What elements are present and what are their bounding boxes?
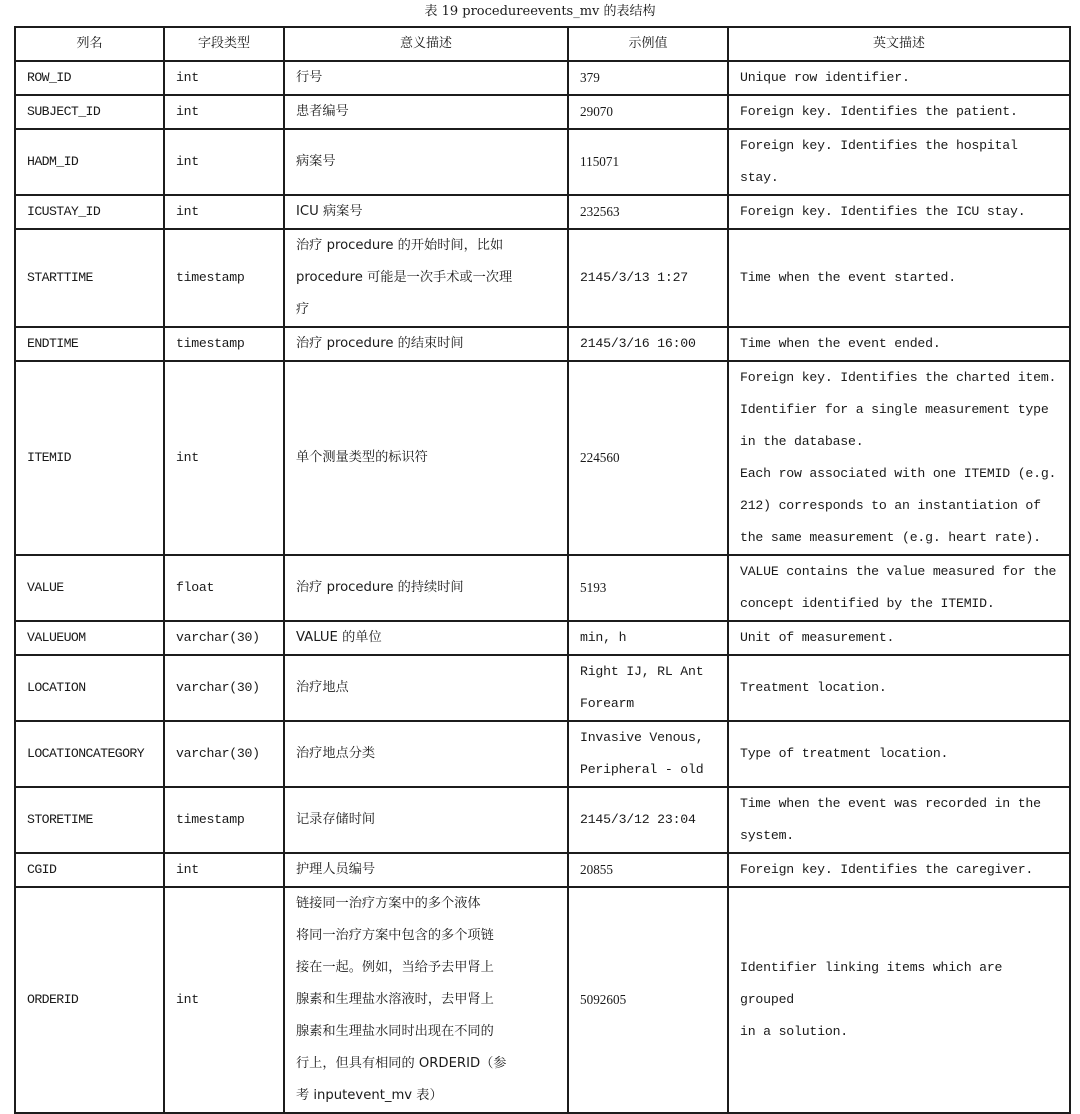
cell-description-en-line: Identifier linking items which are grouped [740, 960, 1003, 1007]
cell-field-type: timestamp [164, 787, 284, 853]
cell-description-zh-line: 腺素和生理盐水溶液时，去甲肾上 [296, 992, 494, 1007]
cell-description-zh-line: 治疗 procedure 的持续时间 [296, 580, 464, 595]
cell-field-type: int [164, 95, 284, 129]
cell-field-type: int [164, 853, 284, 887]
cell-description-zh-line: ICU 病案号 [296, 204, 363, 219]
cell-column-name: LOCATION [15, 655, 164, 721]
cell-column-name: SUBJECT_ID [15, 95, 164, 129]
cell-description-zh [284, 887, 568, 1113]
schema-table [14, 26, 1071, 1114]
cell-description-en [728, 195, 1070, 229]
cell-field-type: int [164, 361, 284, 555]
cell-example-value [568, 195, 728, 229]
cell-example-value [568, 61, 728, 95]
cell-description-en-line: in a solution. [740, 1024, 848, 1039]
cell-column-name: HADM_ID [15, 129, 164, 195]
cell-description-zh-line: 患者编号 [296, 104, 349, 119]
cell-example-value [568, 129, 728, 195]
cell-description-en [728, 621, 1070, 655]
cell-description-zh-line: 病案号 [296, 154, 336, 169]
cell-description-zh [284, 195, 568, 229]
cell-description-en [728, 361, 1070, 555]
cell-example-value [568, 361, 728, 555]
header-column-name: 列名 [15, 27, 164, 61]
cell-field-type: varchar(30) [164, 621, 284, 655]
cell-description-zh [284, 787, 568, 853]
cell-field-type: varchar(30) [164, 655, 284, 721]
cell-example-value-line: Invasive Venous, [580, 730, 704, 745]
cell-example-value-line: 379 [580, 70, 600, 85]
cell-description-zh-line: 单个测量类型的标识符 [296, 450, 428, 465]
table-row [15, 887, 1070, 1113]
cell-description-en-line: Time when the event started. [740, 270, 956, 285]
table-row [15, 721, 1070, 787]
cell-description-zh [284, 327, 568, 361]
header-description-en: 英文描述 [728, 27, 1070, 61]
cell-field-type: varchar(30) [164, 721, 284, 787]
cell-description-zh-line: VALUE 的单位 [296, 630, 382, 645]
cell-description-zh [284, 361, 568, 555]
cell-description-zh-line: 行号 [296, 70, 323, 85]
cell-description-zh-line: 考 inputevent_mv 表） [296, 1088, 443, 1103]
cell-field-type: timestamp [164, 327, 284, 361]
cell-description-en-line: Time when the event ended. [740, 336, 941, 351]
header-example-value: 示例值 [568, 27, 728, 61]
cell-example-value-line: Right IJ, RL Ant [580, 664, 704, 679]
cell-example-value-line: Forearm [580, 696, 634, 711]
cell-description-en-line: concept identified by the ITEMID. [740, 596, 995, 611]
cell-description-en-line: in the database. [740, 434, 864, 449]
cell-example-value [568, 621, 728, 655]
cell-example-value-line: 20855 [580, 862, 613, 877]
cell-field-type: int [164, 195, 284, 229]
cell-column-name: ICUSTAY_ID [15, 195, 164, 229]
cell-description-en-line: Unique row identifier. [740, 70, 910, 85]
cell-example-value-line: 5092605 [580, 992, 627, 1007]
cell-column-name: ENDTIME [15, 327, 164, 361]
cell-example-value [568, 555, 728, 621]
header-field-type: 字段类型 [164, 27, 284, 61]
cell-description-en-line: Type of treatment location. [740, 746, 949, 761]
cell-example-value-line: 2145/3/16 16:00 [580, 336, 696, 351]
cell-example-value-line: 224560 [580, 450, 620, 465]
cell-column-name: VALUEUOM [15, 621, 164, 655]
cell-field-type: int [164, 887, 284, 1113]
cell-description-en-line: Each row associated with one ITEMID (e.g. [740, 466, 1057, 481]
cell-description-zh-line: 护理人员编号 [296, 862, 376, 877]
cell-description-zh-line: 行上，但具有相同的 ORDERID（参 [296, 1056, 507, 1071]
table-row [15, 95, 1070, 129]
cell-description-zh [284, 129, 568, 195]
cell-example-value-line: min, h [580, 630, 627, 645]
cell-description-en [728, 655, 1070, 721]
cell-description-zh [284, 853, 568, 887]
table-body [15, 61, 1070, 1113]
cell-description-en-line: VALUE contains the value measured for the [740, 564, 1057, 579]
table-row [15, 129, 1070, 195]
table-row [15, 853, 1070, 887]
table-row [15, 195, 1070, 229]
cell-example-value-line: 2145/3/12 23:04 [580, 812, 696, 827]
cell-description-en [728, 787, 1070, 853]
cell-description-zh [284, 555, 568, 621]
cell-description-en-line: Foreign key. Identifies the caregiver. [740, 862, 1034, 877]
table-row [15, 555, 1070, 621]
cell-description-en [728, 555, 1070, 621]
cell-description-en-line: Foreign key. Identifies the patient. [740, 104, 1018, 119]
cell-example-value-line: 29070 [580, 104, 613, 119]
cell-description-en [728, 61, 1070, 95]
cell-column-name: ORDERID [15, 887, 164, 1113]
cell-description-zh [284, 721, 568, 787]
table-row [15, 361, 1070, 555]
cell-description-en [728, 887, 1070, 1113]
cell-column-name: LOCATIONCATEGORY [15, 721, 164, 787]
cell-description-zh-line: 链接同一治疗方案中的多个液体 [296, 896, 481, 911]
cell-description-en-line: Unit of measurement. [740, 630, 895, 645]
cell-description-en [728, 95, 1070, 129]
cell-example-value-line: 2145/3/13 1:27 [580, 270, 688, 285]
cell-description-zh-line: 疗 [296, 302, 310, 317]
header-row [15, 27, 1070, 61]
cell-description-en-line: Treatment location. [740, 680, 887, 695]
cell-example-value [568, 853, 728, 887]
cell-description-en [728, 853, 1070, 887]
cell-example-value-line: 115071 [580, 154, 620, 169]
cell-description-zh-line: 治疗地点分类 [296, 746, 376, 761]
table-row [15, 229, 1070, 327]
cell-description-zh [284, 655, 568, 721]
cell-example-value-line: 5193 [580, 580, 607, 595]
cell-example-value-line: 232563 [580, 204, 620, 219]
cell-field-type: int [164, 129, 284, 195]
cell-description-en [728, 721, 1070, 787]
cell-description-zh [284, 61, 568, 95]
cell-example-value [568, 655, 728, 721]
cell-description-en-line: Foreign key. Identifies the ICU stay. [740, 204, 1026, 219]
cell-example-value [568, 327, 728, 361]
cell-description-zh-line: 记录存储时间 [296, 812, 376, 827]
cell-description-en-line: the same measurement (e.g. heart rate). [740, 530, 1041, 545]
cell-example-value [568, 95, 728, 129]
cell-description-en-line: Identifier for a single measurement type [740, 402, 1049, 417]
cell-description-zh-line: 治疗地点 [296, 680, 349, 695]
cell-field-type: float [164, 555, 284, 621]
table-caption: 表 19 procedureevents_mv 的表结构 [424, 4, 656, 19]
cell-description-zh-line: 治疗 procedure 的开始时间，比如 [296, 238, 504, 253]
cell-column-name: ROW_ID [15, 61, 164, 95]
cell-description-zh-line: 接在一起。例如，当给予去甲肾上 [296, 960, 494, 975]
cell-description-en-line: Foreign key. Identifies the hospital stay. [740, 138, 1018, 185]
cell-description-en-line: 212) corresponds to an instantiation of [740, 498, 1041, 513]
cell-example-value-line: Peripheral - old [580, 762, 704, 777]
cell-column-name: CGID [15, 853, 164, 887]
cell-example-value [568, 721, 728, 787]
cell-column-name: STARTTIME [15, 229, 164, 327]
cell-description-zh-line: 腺素和生理盐水同时出现在不同的 [296, 1024, 494, 1039]
header-description-zh: 意义描述 [284, 27, 568, 61]
table-row [15, 621, 1070, 655]
cell-description-en [728, 229, 1070, 327]
cell-column-name: ITEMID [15, 361, 164, 555]
table-row [15, 61, 1070, 95]
table-row [15, 327, 1070, 361]
cell-description-zh-line: 治疗 procedure 的结束时间 [296, 336, 464, 351]
cell-description-en-line: Foreign key. Identifies the charted item. [740, 370, 1057, 385]
cell-column-name: STORETIME [15, 787, 164, 853]
cell-description-zh-line: 将同一治疗方案中包含的多个项链 [296, 928, 494, 943]
cell-description-en-line: Time when the event was recorded in the [740, 796, 1041, 811]
cell-field-type: int [164, 61, 284, 95]
table-row [15, 655, 1070, 721]
cell-description-en [728, 327, 1070, 361]
cell-field-type: timestamp [164, 229, 284, 327]
cell-example-value [568, 787, 728, 853]
cell-description-en [728, 129, 1070, 195]
cell-description-zh-line: procedure 可能是一次手术或一次理 [296, 270, 513, 285]
cell-description-en-line: system. [740, 828, 794, 843]
table-row [15, 787, 1070, 853]
cell-example-value [568, 229, 728, 327]
cell-column-name: VALUE [15, 555, 164, 621]
cell-description-zh [284, 229, 568, 327]
cell-description-zh [284, 621, 568, 655]
cell-example-value [568, 887, 728, 1113]
cell-description-zh [284, 95, 568, 129]
